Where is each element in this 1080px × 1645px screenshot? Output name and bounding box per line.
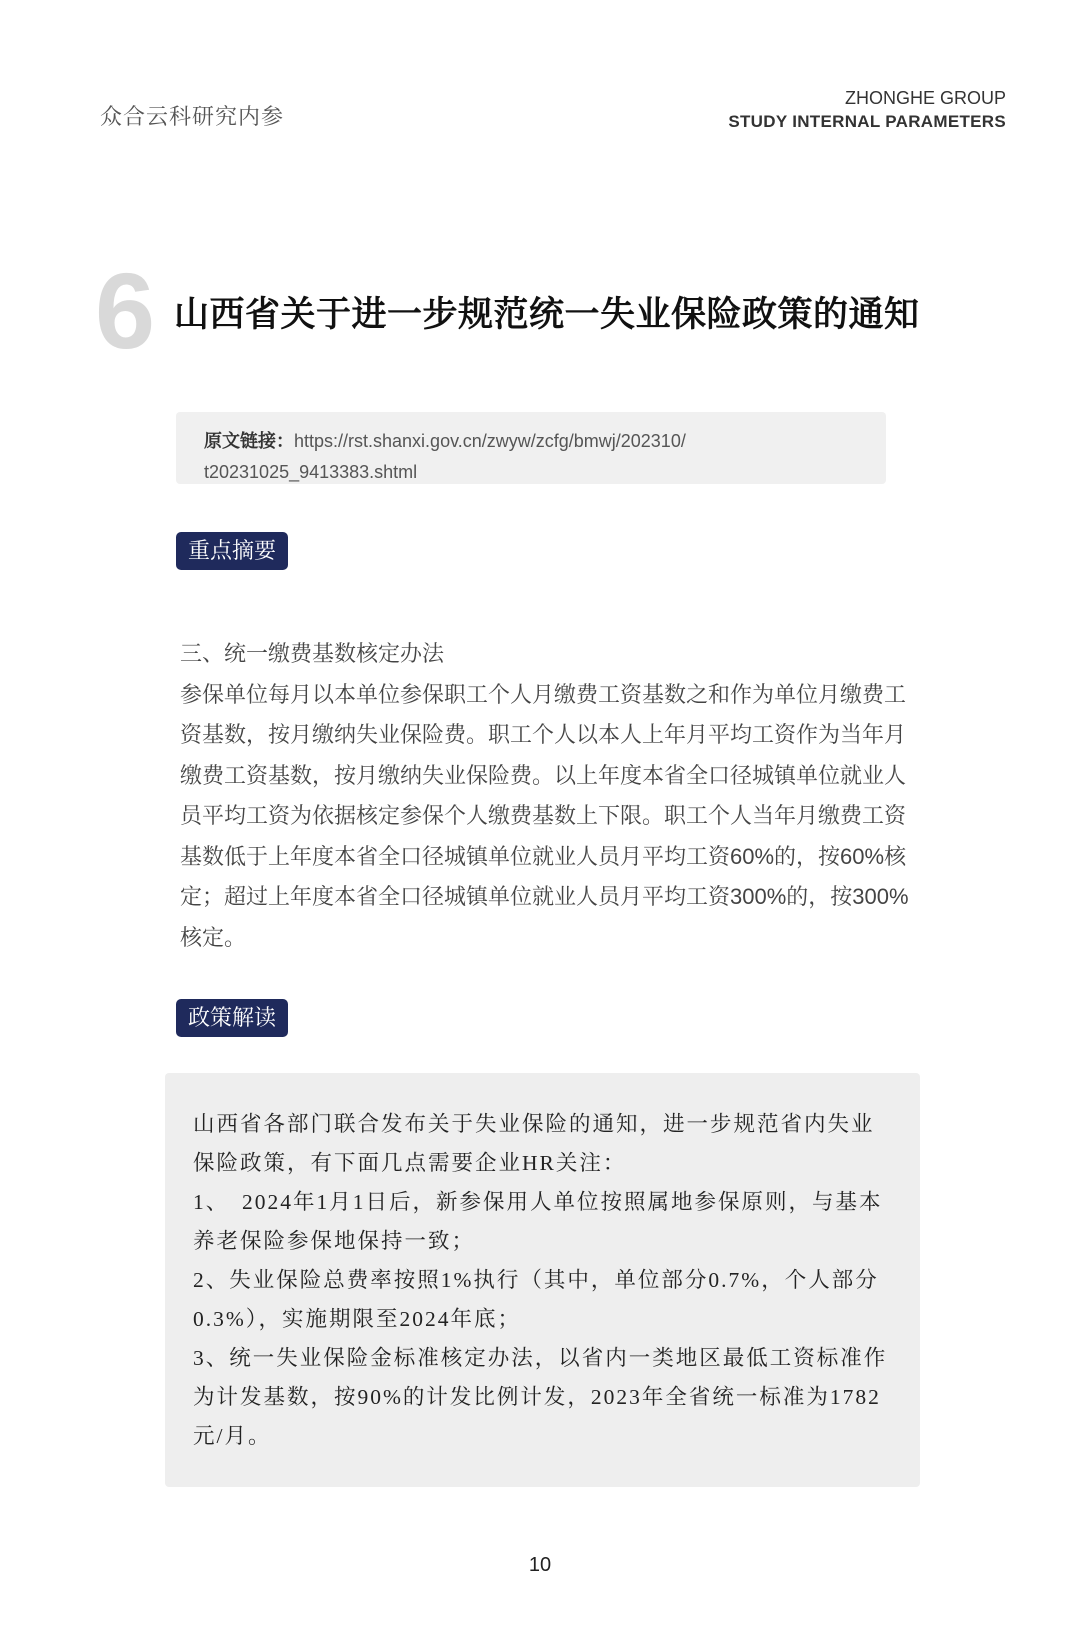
interpretation-tag: 政策解读 — [176, 999, 288, 1037]
publication-name: 众合云科研究内参 — [100, 104, 285, 129]
source-link-url-part1[interactable]: https://rst.shanxi.gov.cn/zwyw/zcfg/bmwj/202310/ — [294, 431, 686, 451]
source-link-label: 原文链接： — [204, 431, 294, 451]
interpretation-box — [165, 1073, 920, 1487]
interpretation-item-1: 1、 2024年1月1日后，新参保用人单位按照属地参保原则，与基本养老保险参保地保持一致； — [193, 1190, 883, 1253]
summary-heading: 三、统一缴费基数核定办法 — [180, 641, 445, 666]
interpretation-item-2: 2、失业保险总费率按照1%执行（其中，单位部分0.7%，个人部分0.3%），实施期限至2024年底； — [193, 1268, 879, 1331]
brand-line-2: STUDY INTERNAL PARAMETERS — [728, 112, 1006, 131]
interpretation-intro: 山西省各部门联合发布关于失业保险的通知，进一步规范省内失业保险政策，有下面几点需要企业HR关注： — [193, 1112, 875, 1175]
source-link-box — [176, 412, 886, 484]
summary-tag: 重点摘要 — [176, 532, 288, 570]
summary-body: 参保单位每月以本单位参保职工个人月缴费工资基数之和作为单位月缴费工资基数，按月缴纳失业保险费。职工个人以本人上年月平均工资作为当年月缴费工资基数，按月缴纳失业保险费。以上年度本省全口径城镇单位就业人员平均工资为依据核定参保个人缴费基数上下限。职工个人当年月缴费工资基数低于上年度本省全口径城镇单位就业人员月平均工资60%的，按60%核定；超过上年度本省全口径城镇单位就业人员月平均工资300%的，按300%核定。 — [180, 681, 909, 950]
source-link-url-part2[interactable]: t20231025_9413383.shtml — [204, 462, 418, 482]
section-title: 山西省关于进一步规范统一失业保险政策的通知 — [174, 295, 920, 334]
summary-section — [180, 634, 910, 958]
brand-line-1: ZHONGHE GROUP — [844, 88, 1006, 108]
interpretation-item-3: 3、统一失业保险金标准核定办法，以省内一类地区最低工资标准作为计发基数，按90%的计发比例计发，2023年全省统一标准为1782元/月。 — [193, 1346, 888, 1448]
page-number: 10 — [528, 1554, 552, 1576]
section-number: 6 — [95, 250, 156, 371]
publisher-brand — [728, 86, 1006, 134]
